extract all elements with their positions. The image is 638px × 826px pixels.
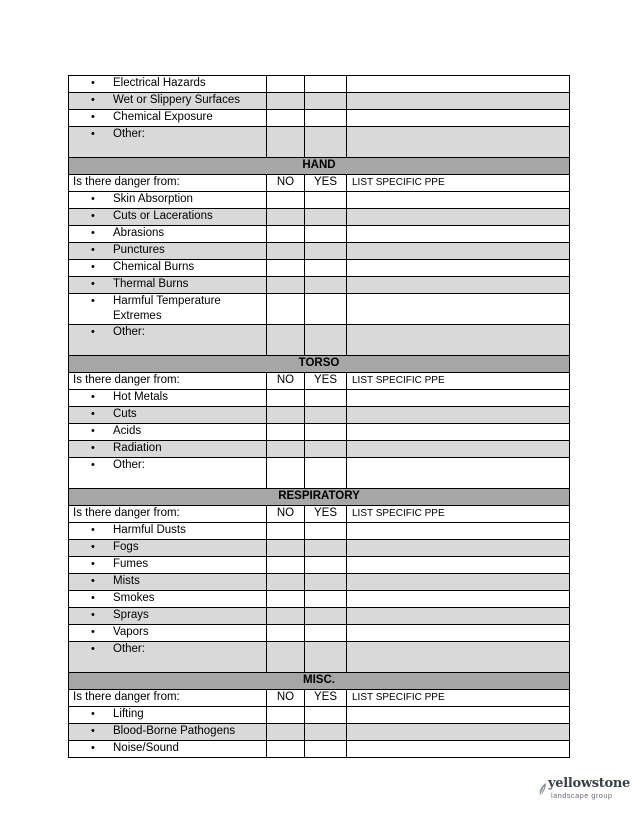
no-cell[interactable] [267,192,305,209]
table-row [69,642,570,673]
yes-cell[interactable] [305,642,347,673]
bullet-icon: • [91,261,95,273]
ppe-cell[interactable] [347,243,570,260]
table-row [69,724,570,741]
table-row [69,441,570,458]
no-header: NO [267,506,305,523]
ppe-cell[interactable] [347,260,570,277]
table-row [69,458,570,489]
ppe-cell[interactable] [347,325,570,356]
item-label: Smokes [113,592,155,604]
question-label: Is there danger from: [69,175,267,192]
section-title: RESPIRATORY [69,489,570,506]
ppe-cell[interactable] [347,93,570,110]
item-label: Other: [113,326,145,338]
section-title: MISC. [69,673,570,690]
item-label: Sprays [113,609,149,621]
item-label: Mists [113,575,140,587]
yes-cell[interactable] [305,93,347,110]
item-cell [69,260,267,277]
yes-cell[interactable] [305,540,347,557]
no-cell[interactable] [267,209,305,226]
bullet-icon: • [91,278,95,290]
yes-cell[interactable] [305,325,347,356]
yes-header: YES [305,373,347,390]
no-cell[interactable] [267,642,305,673]
yes-cell[interactable] [305,243,347,260]
yes-cell[interactable] [305,574,347,591]
yes-cell[interactable] [305,277,347,294]
item-cell [69,441,267,458]
item-label: Punctures [113,244,165,256]
section-header-hand [69,158,570,175]
table-row [69,625,570,642]
table-row [69,127,570,158]
bullet-icon: • [91,626,95,638]
no-cell[interactable] [267,260,305,277]
logo-tagline: landscape group [551,791,613,800]
yes-header: YES [305,175,347,192]
yes-cell[interactable] [305,192,347,209]
ppe-header: LIST SPECIFIC PPE [347,690,570,707]
item-label: Noise/Sound [113,742,179,754]
ppe-assessment-table [68,75,570,758]
yes-cell[interactable] [305,110,347,127]
ppe-cell[interactable] [347,557,570,574]
item-label: Skin Absorption [113,193,193,205]
table-row [69,277,570,294]
yes-cell[interactable] [305,209,347,226]
no-cell[interactable] [267,277,305,294]
bullet-icon: • [91,227,95,239]
column-header-row [69,690,570,707]
item-cell [69,226,267,243]
item-label: Chemical Exposure [113,111,213,123]
item-cell [69,574,267,591]
bullet-icon: • [91,111,95,123]
item-label: Harmful Temperature Extremes [113,295,221,322]
item-label: Hot Metals [113,391,168,403]
bullet-icon: • [91,442,95,454]
yes-cell[interactable] [305,127,347,158]
no-cell[interactable] [267,625,305,642]
item-label: Lifting [113,708,144,720]
item-cell [69,110,267,127]
item-cell [69,76,267,93]
no-header: NO [267,373,305,390]
no-cell[interactable] [267,243,305,260]
bullet-icon: • [91,408,95,420]
yes-cell[interactable] [305,523,347,540]
ppe-cell[interactable] [347,458,570,489]
item-cell [69,390,267,407]
table-row [69,574,570,591]
item-cell [69,127,267,158]
item-label: Wet or Slippery Surfaces [113,94,240,106]
ppe-header: LIST SPECIFIC PPE [347,506,570,523]
bullet-icon: • [91,295,95,307]
no-cell[interactable] [267,441,305,458]
no-cell[interactable] [267,390,305,407]
logo-wordmark: yellowstone [548,776,630,791]
bullet-icon: • [91,575,95,587]
bullet-icon: • [91,524,95,536]
no-cell[interactable] [267,325,305,356]
question-label: Is there danger from: [69,690,267,707]
ppe-cell[interactable] [347,277,570,294]
item-cell [69,294,267,325]
item-cell [69,625,267,642]
item-cell [69,325,267,356]
table-row [69,260,570,277]
table-row [69,523,570,540]
section-title: HAND [69,158,570,175]
section-title: TORSO [69,356,570,373]
yes-cell[interactable] [305,407,347,424]
ppe-cell[interactable] [347,523,570,540]
item-label: Fumes [113,558,149,570]
table-row [69,608,570,625]
item-cell [69,209,267,226]
ppe-header: LIST SPECIFIC PPE [347,373,570,390]
item-cell [69,608,267,625]
item-cell [69,591,267,608]
item-label: Electrical Hazards [113,77,206,89]
ppe-cell[interactable] [347,407,570,424]
item-label: Other: [113,459,145,471]
ppe-cell[interactable] [347,76,570,93]
table-row [69,192,570,209]
table-row [69,540,570,557]
item-cell [69,277,267,294]
item-label: Harmful Dusts [113,524,186,536]
no-cell[interactable] [267,226,305,243]
ppe-cell[interactable] [347,390,570,407]
bullet-icon: • [91,708,95,720]
item-cell [69,724,267,741]
table-row [69,226,570,243]
leaf-icon [538,782,548,798]
yes-cell[interactable] [305,724,347,741]
table-row [69,557,570,574]
table-row [69,76,570,93]
item-label: Fogs [113,541,139,553]
item-label: Thermal Burns [113,278,189,290]
section-header-respiratory [69,489,570,506]
ppe-header: LIST SPECIFIC PPE [347,175,570,192]
no-cell[interactable] [267,424,305,441]
no-cell[interactable] [267,294,305,325]
ppe-cell[interactable] [347,209,570,226]
ppe-cell[interactable] [347,127,570,158]
yes-cell[interactable] [305,76,347,93]
bullet-icon: • [91,326,95,338]
yes-cell[interactable] [305,707,347,724]
item-cell [69,192,267,209]
section-header-misc [69,673,570,690]
item-label: Abrasions [113,227,165,239]
yes-cell[interactable] [305,294,347,325]
yes-cell[interactable] [305,260,347,277]
column-header-row [69,373,570,390]
bullet-icon: • [91,425,95,437]
item-label: Chemical Burns [113,261,195,273]
item-cell [69,93,267,110]
no-cell[interactable] [267,724,305,741]
item-label: Cuts [113,408,137,420]
item-cell [69,741,267,758]
item-label: Vapors [113,626,149,638]
yes-cell[interactable] [305,591,347,608]
item-label: Blood-Borne Pathogens [113,725,236,737]
bullet-icon: • [91,244,95,256]
yes-cell[interactable] [305,458,347,489]
section-header-torso [69,356,570,373]
question-label: Is there danger from: [69,373,267,390]
table-row [69,707,570,724]
bullet-icon: • [91,558,95,570]
table-row [69,741,570,758]
item-cell [69,540,267,557]
ppe-cell[interactable] [347,192,570,209]
ppe-cell[interactable] [347,625,570,642]
yes-header: YES [305,506,347,523]
ppe-cell[interactable] [347,441,570,458]
bullet-icon: • [91,210,95,222]
item-label: Other: [113,643,145,655]
bullet-icon: • [91,592,95,604]
no-cell[interactable] [267,110,305,127]
yes-cell[interactable] [305,608,347,625]
item-label: Acids [113,425,142,437]
no-cell[interactable] [267,608,305,625]
ppe-cell[interactable] [347,424,570,441]
table-row [69,591,570,608]
no-cell[interactable] [267,127,305,158]
yes-cell[interactable] [305,557,347,574]
ppe-cell[interactable] [347,540,570,557]
yes-cell[interactable] [305,390,347,407]
item-label: Cuts or Lacerations [113,210,213,222]
table-row [69,424,570,441]
item-cell [69,707,267,724]
ppe-cell[interactable] [347,724,570,741]
table-row [69,407,570,424]
table-row [69,93,570,110]
ppe-cell[interactable] [347,591,570,608]
ppe-cell[interactable] [347,294,570,325]
yes-cell[interactable] [305,741,347,758]
ppe-cell[interactable] [347,226,570,243]
no-header: NO [267,175,305,192]
no-cell[interactable] [267,523,305,540]
item-cell [69,523,267,540]
bullet-icon: • [91,541,95,553]
no-cell[interactable] [267,458,305,489]
no-cell[interactable] [267,93,305,110]
yes-header: YES [305,690,347,707]
item-cell [69,243,267,260]
item-cell [69,557,267,574]
table-row [69,390,570,407]
no-cell[interactable] [267,741,305,758]
table-row [69,243,570,260]
yellowstone-logo [538,776,630,802]
ppe-cell[interactable] [347,642,570,673]
bullet-icon: • [91,725,95,737]
ppe-cell[interactable] [347,574,570,591]
bullet-icon: • [91,459,95,471]
no-cell[interactable] [267,407,305,424]
no-cell[interactable] [267,557,305,574]
yes-cell[interactable] [305,424,347,441]
yes-cell[interactable] [305,625,347,642]
item-label: Radiation [113,442,162,454]
ppe-cell[interactable] [347,707,570,724]
question-label: Is there danger from: [69,506,267,523]
table-row [69,294,570,325]
yes-cell[interactable] [305,441,347,458]
table-row [69,325,570,356]
no-cell[interactable] [267,76,305,93]
no-header: NO [267,690,305,707]
bullet-icon: • [91,193,95,205]
no-cell[interactable] [267,540,305,557]
item-cell [69,407,267,424]
bullet-icon: • [91,742,95,754]
item-cell [69,424,267,441]
table-row [69,110,570,127]
table-row [69,209,570,226]
bullet-icon: • [91,77,95,89]
no-cell[interactable] [267,574,305,591]
yes-cell[interactable] [305,226,347,243]
bullet-icon: • [91,391,95,403]
item-cell [69,458,267,489]
bullet-icon: • [91,94,95,106]
ppe-cell[interactable] [347,741,570,758]
item-cell [69,642,267,673]
column-header-row [69,506,570,523]
ppe-cell[interactable] [347,110,570,127]
column-header-row [69,175,570,192]
ppe-cell[interactable] [347,608,570,625]
bullet-icon: • [91,643,95,655]
item-label: Other: [113,128,145,140]
bullet-icon: • [91,609,95,621]
no-cell[interactable] [267,707,305,724]
no-cell[interactable] [267,591,305,608]
bullet-icon: • [91,128,95,140]
